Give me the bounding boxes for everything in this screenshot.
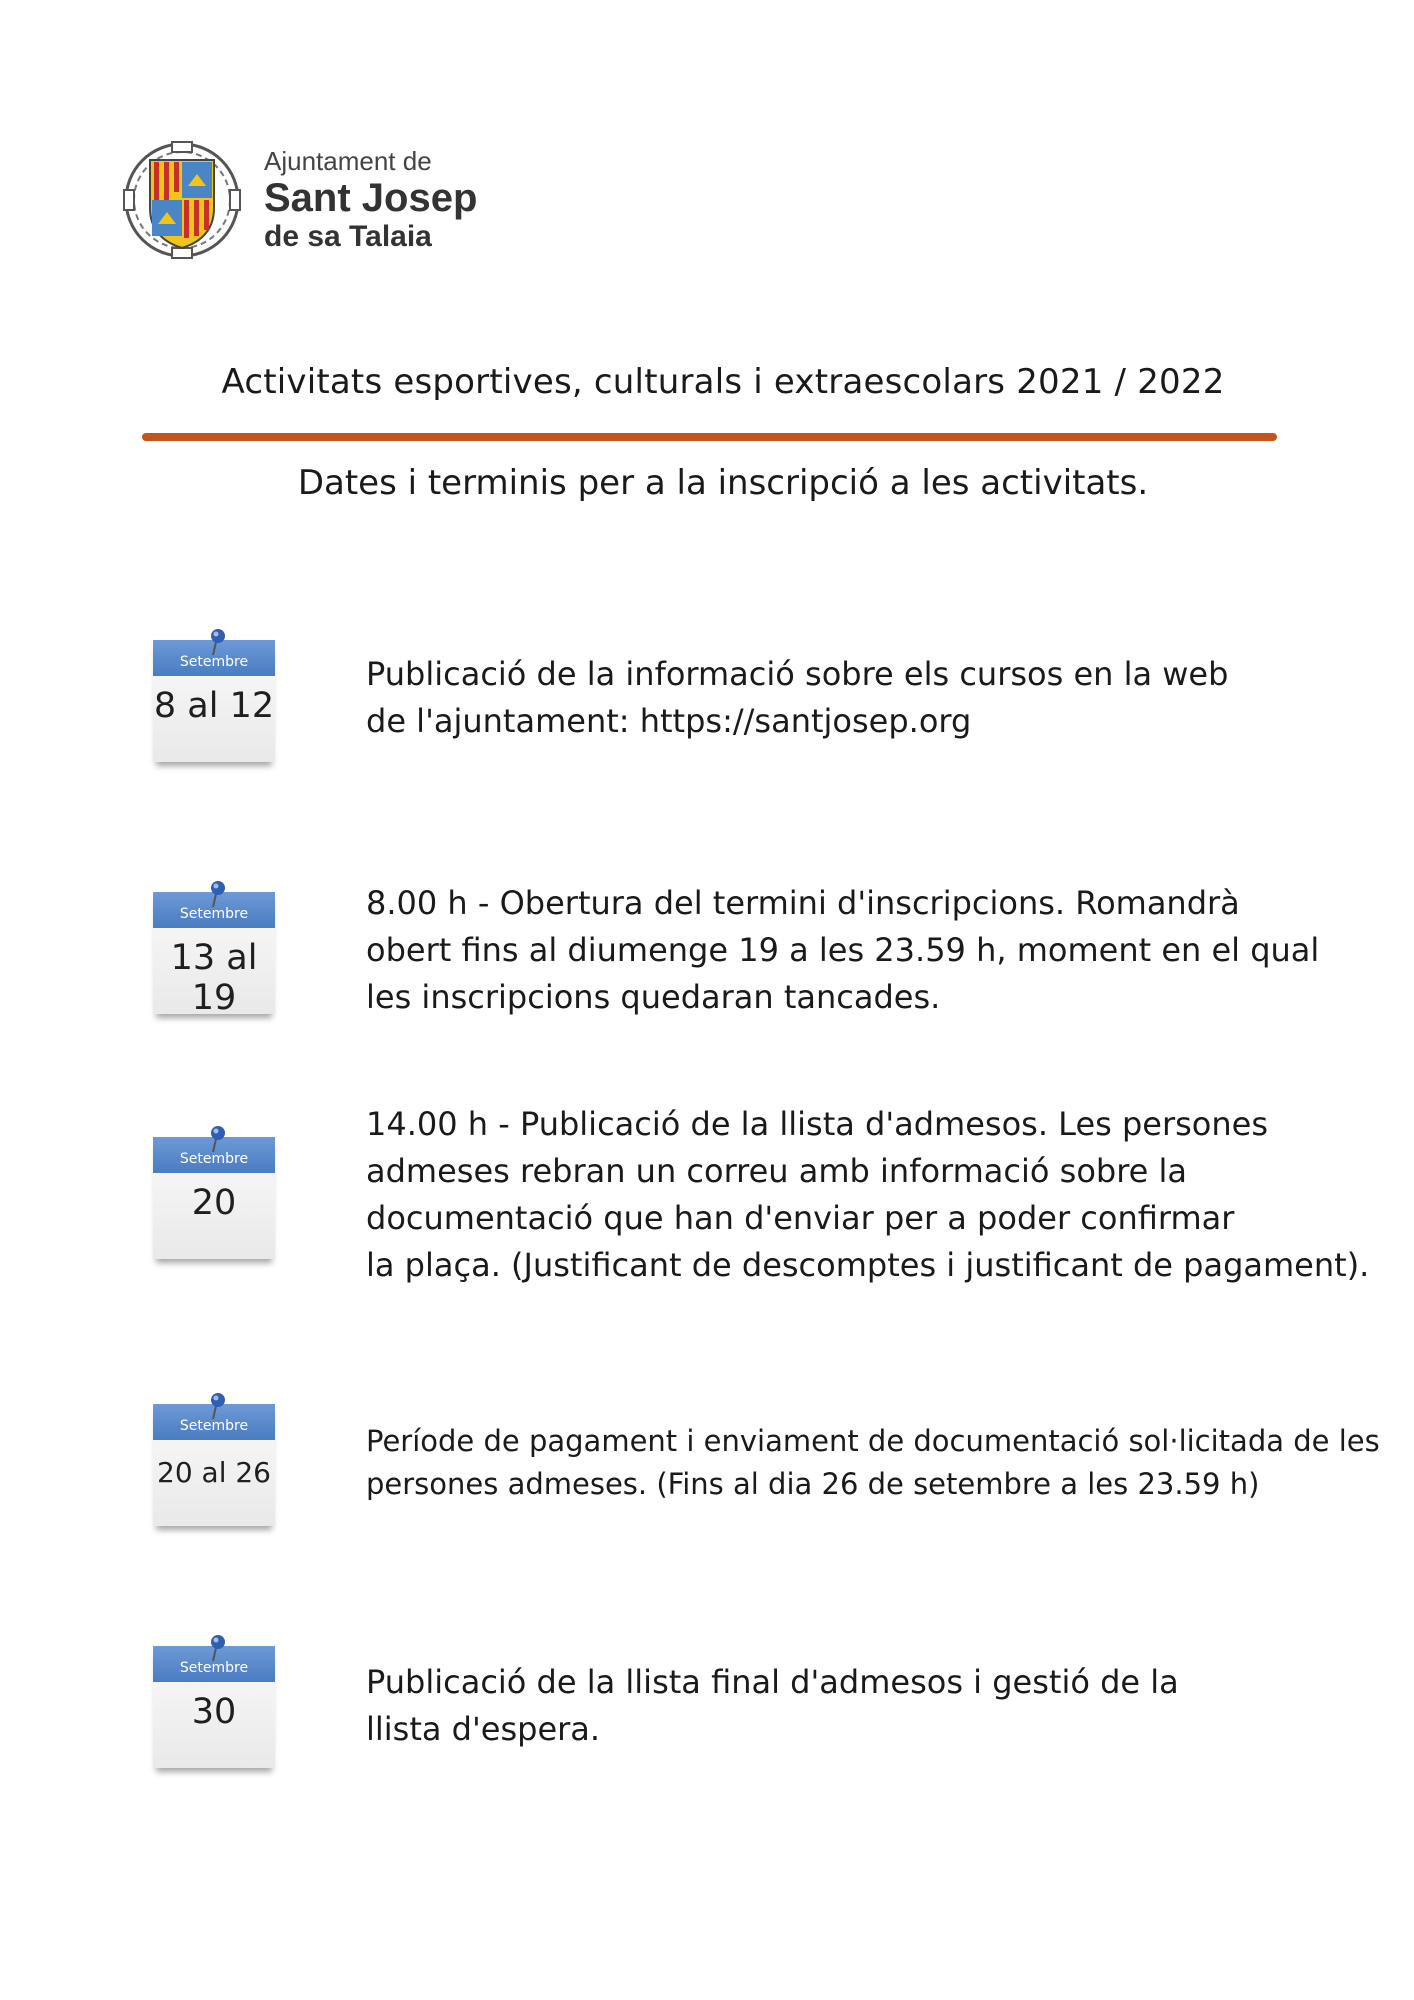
municipal-logo bbox=[120, 138, 480, 263]
calendar-month: Setembre bbox=[153, 640, 275, 676]
description-line: llista d'espera. bbox=[366, 1710, 601, 1748]
calendar-icon bbox=[153, 1404, 275, 1526]
schedule-description bbox=[366, 1101, 1369, 1289]
description-line: persones admeses. (Fins al dia 26 de setembre a les 23.59 h) bbox=[366, 1467, 1260, 1501]
description-line: les inscripcions quedaran tancades. bbox=[366, 978, 941, 1016]
schedule-description bbox=[366, 1659, 1179, 1753]
page-subtitle: Dates i terminis per a la inscripció a les activitats. bbox=[297, 463, 1149, 503]
calendar-days: 13 al 19 bbox=[170, 938, 258, 1018]
title-divider bbox=[142, 433, 1277, 441]
calendar-icon bbox=[153, 1137, 275, 1259]
description-line: admeses rebran un correu amb informació sobre la bbox=[366, 1152, 1188, 1190]
calendar-month: Setembre bbox=[153, 1137, 275, 1173]
page-title: Activitats esportives, culturals i extraescolars 2021 / 2022 bbox=[221, 362, 1225, 402]
pushpin-icon bbox=[207, 1634, 227, 1662]
coat-of-arms-icon bbox=[120, 138, 244, 262]
description-line: Període de pagament i enviament de documentació sol·licitada de les bbox=[366, 1424, 1380, 1458]
calendar-icon bbox=[153, 1646, 275, 1768]
description-line: Publicació de la llista final d'admesos i gestió de la bbox=[366, 1663, 1179, 1701]
pushpin-icon bbox=[207, 1125, 227, 1153]
logo-line-2: Sant Josep bbox=[264, 176, 478, 220]
calendar-icon bbox=[153, 640, 275, 762]
description-line: 8.00 h - Obertura del termini d'inscripcions. Romandrà bbox=[366, 884, 1240, 922]
pushpin-icon bbox=[207, 880, 227, 908]
description-line: Publicació de la informació sobre els cursos en la web bbox=[366, 655, 1229, 693]
calendar-icon bbox=[153, 892, 275, 1018]
calendar-days: 30 bbox=[191, 1692, 237, 1732]
description-line: obert fins al diumenge 19 a les 23.59 h, moment en el qual bbox=[366, 931, 1320, 969]
calendar-month: Setembre bbox=[153, 1646, 275, 1682]
description-line: la plaça. (Justificant de descomptes i justificant de pagament). bbox=[366, 1246, 1370, 1284]
schedule-description bbox=[366, 880, 1319, 1021]
calendar-month: Setembre bbox=[153, 892, 275, 928]
calendar-month: Setembre bbox=[153, 1404, 275, 1440]
schedule-description bbox=[366, 1420, 1380, 1506]
description-line: de l'ajuntament: https://santjosep.org bbox=[366, 702, 972, 740]
schedule-description bbox=[366, 651, 1228, 745]
calendar-days: 20 bbox=[191, 1183, 237, 1223]
pushpin-icon bbox=[207, 628, 227, 656]
logo-line-1: Ajuntament de bbox=[264, 146, 432, 176]
description-line: 14.00 h - Publicació de la llista d'admesos. Les persones bbox=[366, 1105, 1269, 1143]
description-line: documentació que han d'enviar per a poder confirmar bbox=[366, 1199, 1235, 1237]
calendar-days: 20 al 26 bbox=[157, 1456, 271, 1489]
logo-line-3: de sa Talaia bbox=[264, 220, 432, 253]
pushpin-icon bbox=[207, 1392, 227, 1420]
calendar-days: 8 al 12 bbox=[153, 686, 275, 726]
